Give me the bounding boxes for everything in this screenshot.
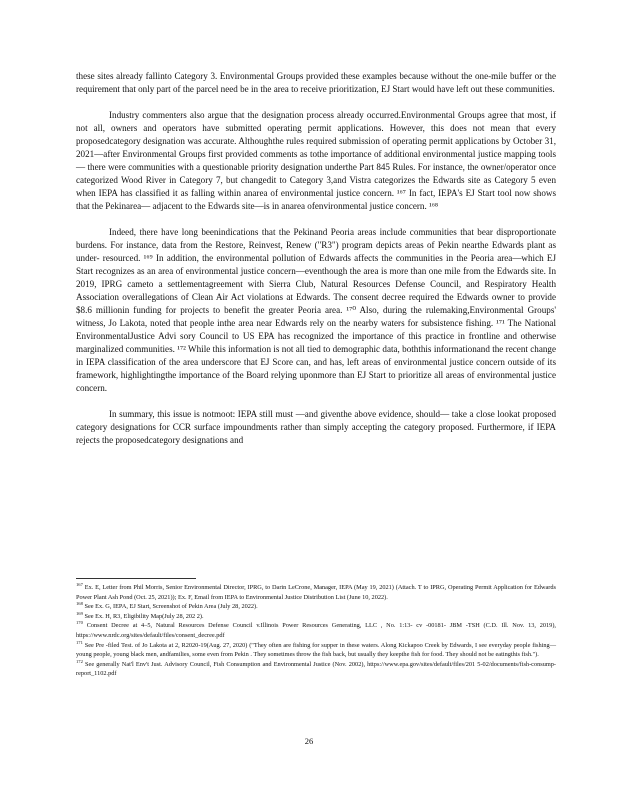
page-number: 26 (304, 736, 314, 746)
footnote-number: 170 (76, 620, 83, 626)
footnotes (76, 583, 556, 679)
footnote-167 (76, 583, 556, 602)
footnote-number: 169 (76, 610, 83, 616)
footnote-172 (76, 660, 556, 679)
footnote-text: Ex. E, Letter from Phil Morris, Senior Environmental Director, IPRG, to Darin LeCrone, Manager, IEPA (May 19, 2021) (Attach. T to IPRG, Operating Permit Application for Edwards Power Plant Ash Pond (Oct. 25, 2021)); Ex. F, Email from IEPA to Environmental Justice Distribution List (June 10, 2022). (76, 584, 556, 601)
paragraph-pekin-peoria: Indeed, there have long beenindications that the Pekinand Peoria areas include communities that bear disproportionate burdens. For instance, data from the Restore, Reinvest, Renew ("R3") program depicts areas of Pekin nearthe Edwards plant as under- resourced. ¹⁶⁹ In addition, the environmental pollution of Edwards affects the communities in the Peoria area—which EJ Start recognizes as an area of environmental justice concern—eventhough the area is more than one mile from the Edwards site. In 2019, IPRG cameto a settlementagreement with Sierra Club, Natural Resources Defense Council, and Respiratory Health Association overallegations of Clean Air Act violations at Edwards. The consent decree required the Edwards owner to provide $8.6 millionin funding for projects to benefit the greater Peoria area. ¹⁷⁰ Also, during the rulemaking,Environmental Groups' witness, Jo Lakota, noted that people inthe area near Edwards rely on the nearby waters for subsistence fishing. ¹⁷¹ The National EnvironmentalJustice Advi sory Council to US EPA has recognized the importance of this practice in frontline and otherwise marginalized communities. ¹⁷² While this information is not all tied to demographic data, boththis informationand the recent change in IEPA classification of the area underscore that EJ Score can, and has, left areas of environmental justice concern outside of its framework, highlightingthe importance of the Board relying uponmore than EJ Start to prioritize all areas of environmental justice concern. (76, 227, 556, 393)
footnote-number: 168 (76, 601, 83, 607)
footnote-number: 171 (76, 639, 83, 645)
paragraph-industry-commenters: Industry commenters also argue that the designation process already occurred.Environmental Groups agree that most, if not all, owners and operators have submitted operating permit applications. However, this does not mean that every proposedcategory designation was accurate. Althoughthe rules required submission of operating permit applications by October 31, 2021—after Environmental Groups first provided comments as tothe importance of additional environmental justice mapping tools — there were communities with a questionable priority designation underthe Part 845 Rules. For instance, the owner/operator once categorized Wood River in Category 7, but changedit to Category 3,and Vistra categorizes the Edwards site as Category 5 even when IEPA has classified it as falling within anarea of environmental justice concern. ¹⁶⁷ In fact, IEPA's EJ Start tool now shows that the Pekinarea— adjacent to the Edwards site—is in anarea ofenvironmental justice concern. ¹⁶⁸ (76, 110, 556, 211)
footnote-text: See Pre -filed Test. of Jo Lakota at 2, R2020-19(Aug. 27, 2020) ("They often are fishing for supper in these waters. Along Kickapoo Creek by Edwards, I see everyday people fishing—young people, young black men, andfamilies, some even from Pekin . They sometimes throw the fish back, but usually they keepthe fish for food. They should not be eatingthis fish."). (76, 641, 556, 659)
footnote-text: Consent Decree at 4–5, Natural Resources Defense Council v.Illinois Power Resources Generating, LLC , No. 1:13- cv -00181- JBM -TSH (C.D. Ill. Nov. 13, 2019), https://www.nrdc.org/sites/default/files/consent_decree.pdf (76, 622, 556, 639)
paragraph-summary: In summary, this issue is notmoot: IEPA still must —and giventhe above evidence, should— take a close lookat proposed category designations for CCR surface impoundments rather than simply accepting the category proposed. Furthermore, if IEPA rejects the proposedcategory designations and (76, 409, 556, 445)
footnote-text: See Ex. G, IEPA, EJ Start, Screenshot of Pekin Area (July 28, 2022). (84, 603, 258, 611)
body-text (76, 70, 556, 460)
paragraph-continuation: these sites already fallinto Category 3. Environmental Groups provided these examples because without the one-mile buffer or the requirement that only part of the parcel need be in the area to receive prioritization, EJ Start would have left out these communities. (76, 71, 556, 94)
footnote-number: 167 (76, 581, 83, 587)
footnote-number: 172 (76, 658, 83, 664)
footnote-divider (76, 578, 196, 579)
footnote-text: See generally Nat'l Env't Just. Advisory Council, Fish Consumption and Environmental Justice (Nov. 2002), https://www.epa.gov/sites/default/files/201 5-02/documents/fish-consump-report_1102.pdf (76, 660, 556, 678)
footnote-171 (76, 641, 556, 660)
footnote-169 (76, 612, 556, 622)
footnote-text: See Ex. H, R3, Eligibility Map(July 28, 202 2). (84, 612, 204, 620)
footnote-170 (76, 621, 556, 640)
footnote-168 (76, 602, 556, 612)
